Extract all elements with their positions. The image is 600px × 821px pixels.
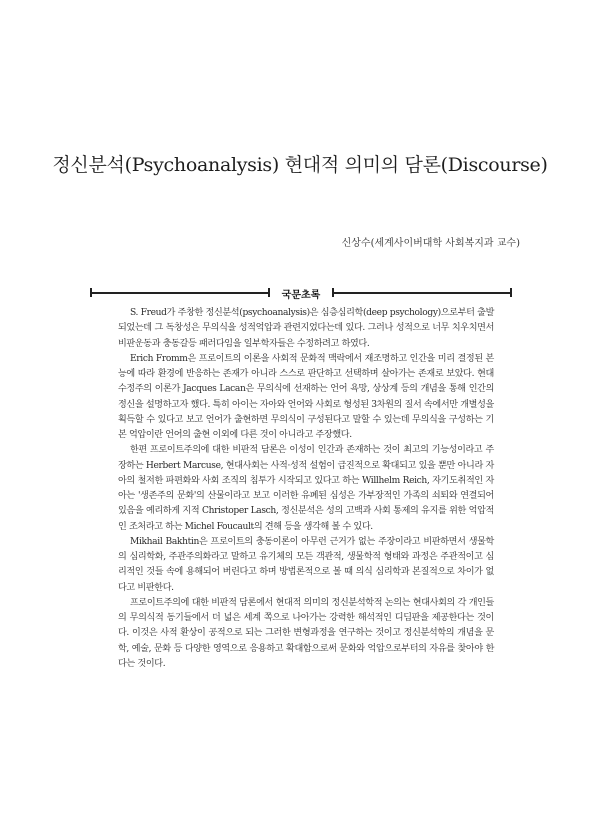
divider-line-right — [334, 292, 510, 294]
abstract-paragraph: S. Freud가 주창한 정신분석(psychoanalysis)은 심층심리학(deep psychology)으로부터 출발되었는데 그 독창성은 무의식을 성적억압과 관련지었다는데 있다. 그러나 성적으로 너무 치우치면서 비판운동과 충동갈등 패러다임을 일부학자들은 수정하려고 하였다. — [118, 308, 494, 349]
abstract-paragraph: 한편 프로이트주의에 대한 비판적 담론은 이성이 인간과 존재하는 것이 최고의 기능성이라고 주장하는 Herbert Marcuse, 현대사회는 사적·성적 설험이 급진적으로 확대되고 있을 뿐만 아니라 자아의 철저한 파편화와 사회 조직의 침투가 시작되고 있다고 하는 Willhelm Reich, 자기도취적인 자아는 '생존주의 문화'의 산물이라고 보고 이러한 유폐된 심성은 가부장적인 가족의 쇠퇴와 연결되어 있음을 예리하게 지적 Christoper Lasch, 정신분석은 성의 고백과 사회 통제의 유지를 위한 억압적인 조처라고 하는 Michel Foucault의 견해 등을 생각해 볼 수 있다. — [118, 445, 494, 532]
abstract-body — [118, 306, 494, 672]
author-line: 신상수(세계사이버대학 사회복지과 교수) — [341, 238, 520, 249]
abstract-paragraph: Mikhail Bakhtin은 프로이트의 충동이론이 아무런 근거가 없는 주장이라고 비판하면서 생물학의 심리학화, 주관주의화라고 말하고 유기체의 모든 객관적, 생물학적 형태와 과정은 주관적이고 심리적인 것들 속에 용해되어 버린다고 하며 방법론적으로 볼 때 의식 심리학과 본질적으로 차이가 없다고 비판한다. — [118, 536, 494, 593]
divider-line-left — [92, 292, 268, 294]
paper-title: 정신분석(Psychoanalysis) 현대적 의미의 담론(Discourse) — [52, 154, 548, 176]
divider-cap — [510, 288, 512, 297]
abstract-label: 국문초록 — [281, 290, 321, 301]
abstract-header — [90, 286, 512, 300]
abstract-paragraph: Erich Fromm은 프로이트의 이론을 사회적 문화적 맥락에서 재조명하고 인간을 미리 결정된 본능에 따라 환경에 반응하는 존재가 아니라 스스로 판단하고 선택하며 살아가는 존재로 보았다. 현대 수정주의 이론가 Jacques Lacan은 무의식에 선재하는 언어 욕망, 상상계 등의 개념을 통해 인간의 정신을 설명하고자 했다. 특히 아이는 자아와 언어와 사회로 형성된 3차원의 질서 속에서만 개별성을 획득할 수 있다고 보고 언어가 출현하면 무의식이 구성된다고 말할 수 있는데 무의식을 구성하는 기본 억압이란 언어의 출현 이외에 다른 것이 아니라고 주장했다. — [118, 353, 494, 440]
abstract-paragraph: 프로이트주의에 대한 비판적 담론에서 현대적 의미의 정신분석학적 논의는 현대사회의 각 개인들의 무의식적 동기들에서 더 넓은 세계 쪽으로 나아가는 강력한 해석적인 디딤판을 제공한다는 것이다. 이것은 사적 환상이 공적으로 되는 그러한 변형과정을 연구하는 것이고 정신분석학의 개념을 문학, 예술, 문화 등 다양한 영역으로 응용하고 확대함으로써 문화와 억압으로부터의 자유를 찾아야 한다는 것이다. — [118, 597, 494, 669]
